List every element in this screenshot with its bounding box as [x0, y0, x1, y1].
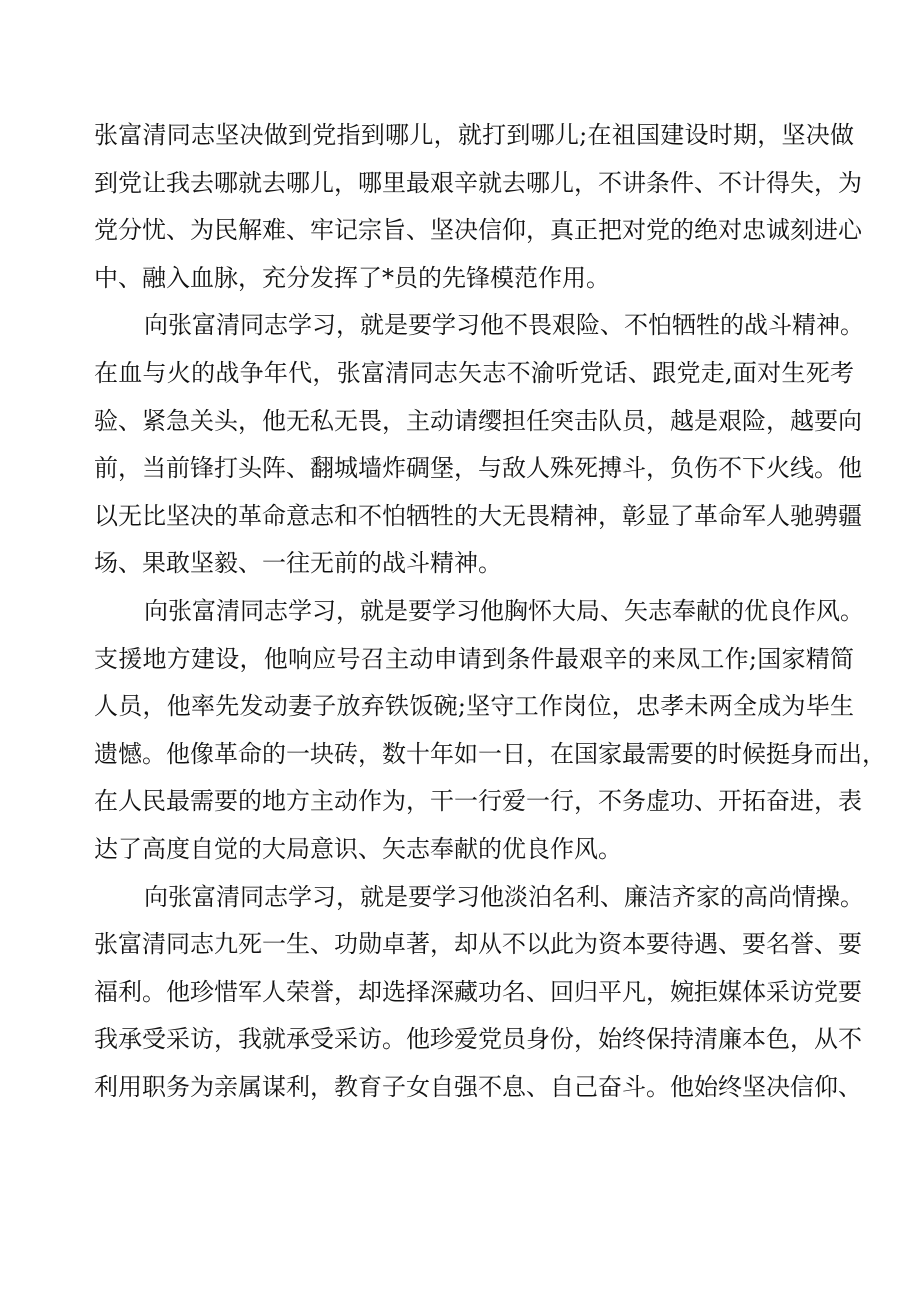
text-line: 向张富清同志学习，就是要学习他淡泊名利、廉洁齐家的高尚情操。 — [144, 882, 864, 911]
text-line: 张富清同志九死一生、功勋卓著，却从不以此为资本要待遇、要名誉、要 — [94, 930, 862, 959]
text-line: 达了高度自觉的大局意识、矢志奉献的优良作风。 — [94, 834, 622, 863]
text-line: 党分忧、为民解难、牢记宗旨、坚决信仰，真正把对党的绝对忠诚刻进心 — [94, 216, 862, 245]
paragraph-2 — [94, 302, 864, 588]
text-line: 到党让我去哪就去哪儿，哪里最艰辛就去哪儿，不讲条件、不计得失，为 — [94, 168, 862, 197]
text-line: 人员，他率先发动妻子放弃铁饭碗;坚守工作岗位，忠孝未两全成为毕生 — [94, 692, 854, 721]
text-line: 场、果敢坚毅、一往无前的战斗精神。 — [94, 549, 502, 578]
text-line: 中、融入血脉，充分发挥了*员的先锋模范作用。 — [94, 263, 610, 292]
text-line: 验、紧急关头，他无私无畏，主动请缨担任突击队员，越是艰险，越要向 — [94, 406, 862, 435]
text-line: 在血与火的战争年代，张富清同志矢志不渝听党话、跟党走,面对生死考 — [94, 358, 854, 387]
text-line: 前，当前锋打头阵、翻城墙炸碉堡，与敌人殊死搏斗，负伤不下火线。他 — [94, 454, 862, 483]
text-line: 我承受采访，我就承受采访。他珍爱党员身份，始终保持清廉本色，从不 — [94, 1025, 862, 1054]
paragraph-3 — [94, 588, 886, 874]
text-line: 向张富清同志学习，就是要学习他不畏艰险、不怕牺牲的战斗精神。 — [144, 311, 864, 340]
text-line: 支援地方建设，他响应号召主动申请到条件最艰辛的来凤工作;国家精简 — [94, 644, 854, 673]
text-line: 向张富清同志学习，就是要学习他胸怀大局、矢志奉献的优良作风。 — [144, 596, 864, 625]
paragraph-1 — [94, 112, 862, 302]
text-line: 以无比坚决的革命意志和不怕牺牲的大无畏精神，彰显了革命军人驰骋疆 — [94, 501, 862, 530]
text-line: 在人民最需要的地方主动作为，干一行爱一行，不务虚功、开拓奋进，表 — [94, 787, 862, 816]
body-text — [94, 112, 886, 1111]
text-line: 福利。他珍惜军人荣誉，却选择深藏功名、回归平凡，婉拒媒体采访党要 — [94, 977, 862, 1006]
text-line: 遗憾。他像革命的一块砖，数十年如一日，在国家最需要的时候挺身而出， — [94, 739, 886, 768]
text-line: 张富清同志坚决做到党指到哪儿，就打到哪儿;在祖国建设时期，坚决做 — [94, 121, 854, 149]
text-line: 利用职务为亲属谋利，教育子女自强不息、自己奋斗。他始终坚决信仰、 — [94, 1072, 862, 1101]
paragraph-4 — [94, 874, 864, 1112]
